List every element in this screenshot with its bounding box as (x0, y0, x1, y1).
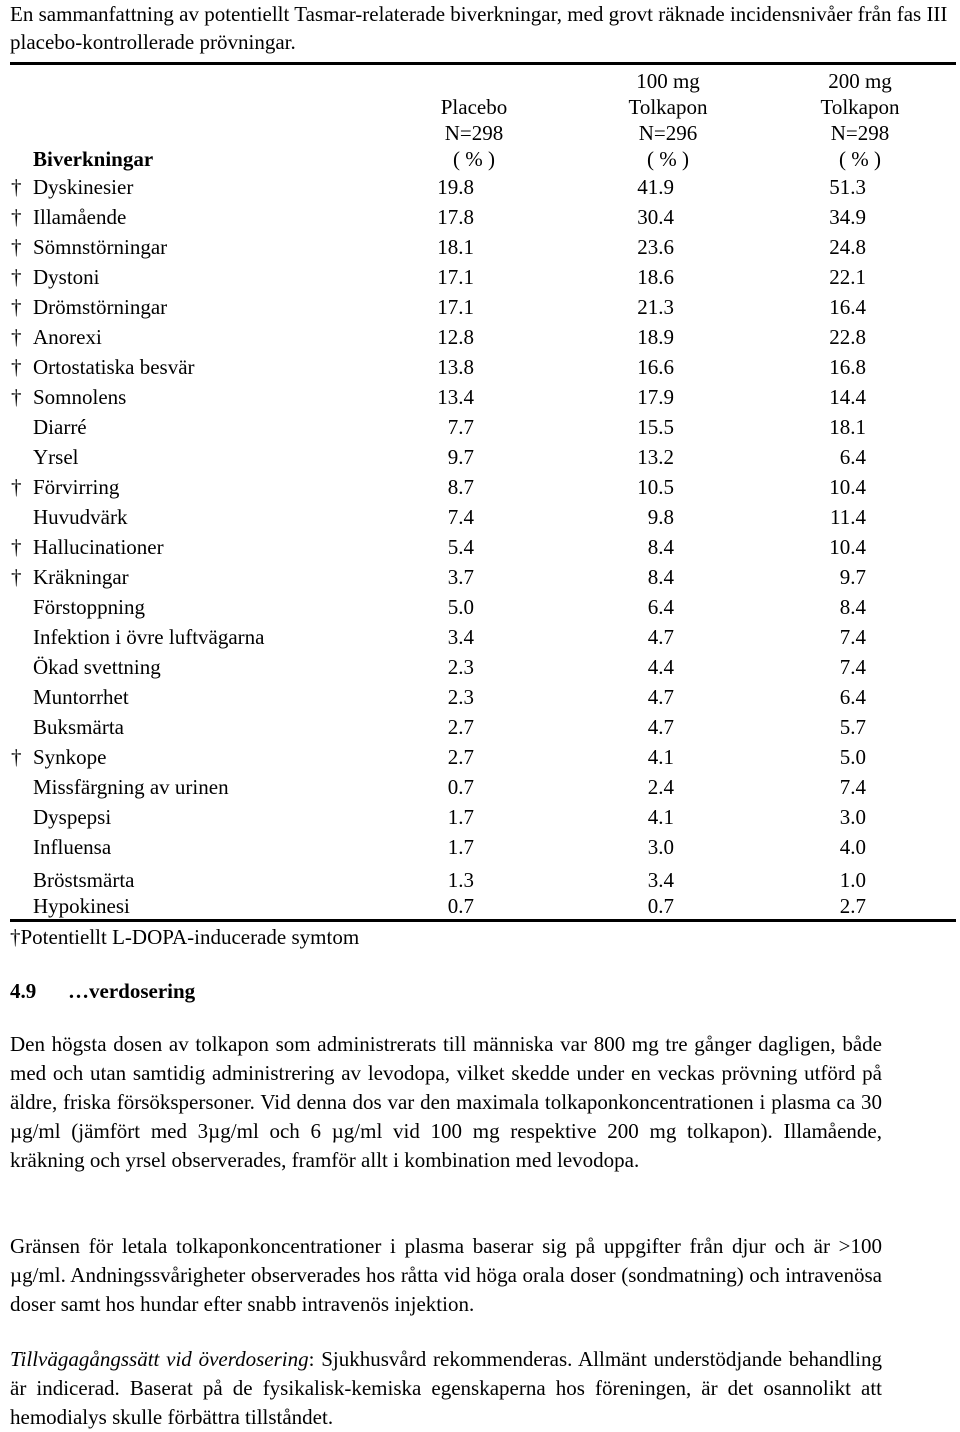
dagger-mark: † (11, 475, 22, 499)
cell-tolkapon-100: 18.6 (637, 265, 674, 289)
table-row (0, 262, 960, 292)
table-row (0, 322, 960, 352)
table-row (0, 592, 960, 622)
cell-tolkapon-100: 6.4 (647, 595, 674, 619)
table-row (0, 382, 960, 412)
cell-tolkapon-100: 30.4 (637, 205, 674, 229)
header-t100-line: Tolkapon (628, 95, 708, 119)
table-top-rule (10, 62, 956, 65)
cell-tolkapon-100: 4.7 (647, 625, 674, 649)
cell-placebo: 0.7 (447, 775, 474, 799)
cell-tolkapon-100: 3.0 (647, 835, 674, 859)
cell-placebo: 1.7 (447, 805, 474, 829)
cell-tolkapon-200: 10.4 (829, 535, 866, 559)
cell-tolkapon-200: 22.8 (829, 325, 866, 349)
header-placebo-line: ( % ) (453, 147, 495, 171)
cell-tolkapon-100: 10.5 (637, 475, 674, 499)
dagger-mark: † (11, 745, 22, 769)
cell-tolkapon-200: 7.4 (839, 775, 866, 799)
cell-placebo: 1.3 (447, 868, 474, 892)
cell-tolkapon-100: 41.9 (637, 175, 674, 199)
dagger-mark: † (11, 355, 22, 379)
header-t200-line: 200 mg (828, 69, 892, 93)
row-name: Bröstsmärta (33, 868, 135, 892)
cell-tolkapon-200: 5.7 (839, 715, 866, 739)
header-t100-line: ( % ) (647, 147, 689, 171)
cell-tolkapon-100: 8.4 (647, 565, 674, 589)
table-row (0, 891, 960, 921)
paragraph-lethal-limit (10, 1232, 882, 1319)
cell-placebo: 2.3 (447, 685, 474, 709)
table-row (0, 772, 960, 802)
row-name: Illamående (33, 205, 127, 229)
cell-tolkapon-200: 9.7 (839, 565, 866, 589)
table-row (0, 832, 960, 862)
row-name: Missfärgning av urinen (33, 775, 229, 799)
table-footnote: †Potentiellt L-DOPA-inducerade symtom (10, 925, 360, 949)
cell-tolkapon-200: 5.0 (839, 745, 866, 769)
cell-tolkapon-200: 11.4 (830, 505, 866, 529)
section-heading (10, 977, 195, 1005)
cell-tolkapon-200: 18.1 (829, 415, 866, 439)
cell-tolkapon-200: 3.0 (839, 805, 866, 829)
cell-tolkapon-200: 34.9 (829, 205, 866, 229)
cell-placebo: 9.7 (447, 445, 474, 469)
table-row (0, 172, 960, 202)
cell-tolkapon-200: 7.4 (839, 625, 866, 649)
cell-tolkapon-100: 4.7 (647, 685, 674, 709)
cell-placebo: 19.8 (437, 175, 474, 199)
cell-tolkapon-100: 23.6 (637, 235, 674, 259)
row-name: Kräkningar (33, 565, 129, 589)
row-name: Sömnstörningar (33, 235, 168, 259)
row-name: Dyspepsi (33, 805, 112, 829)
header-t200-line: ( % ) (839, 147, 881, 171)
table-row (0, 352, 960, 382)
header-t100-line: 100 mg (636, 69, 700, 93)
cell-placebo: 8.7 (447, 475, 474, 499)
dagger-mark: † (11, 535, 22, 559)
cell-placebo: 0.7 (447, 894, 474, 918)
paragraph-text: Gränsen för letala tolkaponkoncentrationer i plasma baserar sig på uppgifter från djur och är >100 µg/ml. Andningssvårigheter observerades hos råtta vid höga orala doser (sondmatning) och intravenösa doser samt hos hundar efter snabb intravenös injektion. (10, 1234, 882, 1316)
row-name: Ökad svettning (33, 655, 161, 679)
section-number: 4.9 (10, 979, 37, 1003)
row-name: Infektion i övre luftvägarna (33, 625, 265, 649)
cell-tolkapon-100: 4.4 (647, 655, 674, 679)
cell-tolkapon-100: 21.3 (637, 295, 674, 319)
row-name: Influensa (33, 835, 112, 859)
dagger-mark: † (11, 265, 22, 289)
cell-placebo: 13.4 (437, 385, 474, 409)
cell-placebo: 18.1 (437, 235, 474, 259)
cell-placebo: 2.7 (447, 715, 474, 739)
cell-tolkapon-100: 17.9 (637, 385, 674, 409)
header-tolkapon-200 (790, 68, 930, 172)
table-row (0, 742, 960, 772)
row-name: Förvirring (33, 475, 120, 499)
cell-tolkapon-200: 8.4 (839, 595, 866, 619)
row-name: Huvudvärk (33, 505, 128, 529)
dagger-mark: † (11, 205, 22, 229)
table-row (0, 412, 960, 442)
dagger-mark: † (11, 235, 22, 259)
cell-placebo: 17.8 (437, 205, 474, 229)
row-name: Förstoppning (33, 595, 146, 619)
paragraph-overdose-management (10, 1345, 882, 1432)
table-row (0, 502, 960, 532)
row-name: Diarré (33, 415, 87, 439)
table-row (0, 622, 960, 652)
cell-tolkapon-100: 8.4 (647, 535, 674, 559)
cell-tolkapon-100: 9.8 (647, 505, 674, 529)
paragraph-text: Den högsta dosen av tolkapon som administrerats till människa var 800 mg tre gånger dagligen, både med och utan samtidig administrering av levodopa, vilket skedde under en veckas prövning utförd på äldre, friska försökspersoner. Vid denna dos var den maximala tolkaponkoncentrationen i plasma ca 30 µg/ml (jämfört med 3µg/ml och 6 µg/ml vid 100 mg respektive 200 mg tolkapon). Illamående, kräkning och yrsel observerades, framför allt i kombination med levodopa. (10, 1032, 882, 1172)
cell-placebo: 7.4 (447, 505, 474, 529)
table-row (0, 802, 960, 832)
cell-tolkapon-200: 24.8 (829, 235, 866, 259)
row-name: Buksmärta (33, 715, 124, 739)
cell-tolkapon-100: 0.7 (647, 894, 674, 918)
intro-text (10, 0, 950, 56)
paragraph-text (10, 1345, 882, 1432)
table-row (0, 532, 960, 562)
table-row (0, 562, 960, 592)
cell-placebo: 2.7 (447, 745, 474, 769)
row-name: Hallucinationer (33, 535, 164, 559)
row-name: Anorexi (33, 325, 102, 349)
row-name: Dystoni (33, 265, 100, 289)
cell-tolkapon-200: 1.0 (839, 868, 866, 892)
cell-tolkapon-200: 6.4 (839, 445, 866, 469)
cell-tolkapon-200: 2.7 (839, 894, 866, 918)
section-title: …verdosering (68, 979, 196, 1003)
table-row (0, 712, 960, 742)
cell-placebo: 7.7 (447, 415, 474, 439)
cell-tolkapon-100: 4.1 (647, 745, 674, 769)
row-name: Somnolens (33, 385, 127, 409)
cell-tolkapon-200: 16.8 (829, 355, 866, 379)
header-t200-line: N=298 (830, 121, 890, 145)
table-header (0, 66, 960, 172)
table-row (0, 682, 960, 712)
cell-tolkapon-200: 16.4 (829, 295, 866, 319)
dagger-mark: † (11, 565, 22, 589)
cell-tolkapon-200: 7.4 (839, 655, 866, 679)
cell-tolkapon-100: 2.4 (647, 775, 674, 799)
header-biverkningar: Biverkningar (33, 147, 154, 171)
header-t200-line: Tolkapon (820, 95, 900, 119)
dagger-mark: † (11, 325, 22, 349)
cell-tolkapon-200: 4.0 (839, 835, 866, 859)
header-placebo-line: N=298 (444, 121, 504, 145)
cell-tolkapon-100: 4.7 (647, 715, 674, 739)
row-name: Synkope (33, 745, 107, 769)
cell-tolkapon-100: 18.9 (637, 325, 674, 349)
cell-placebo: 3.4 (447, 625, 474, 649)
cell-placebo: 17.1 (437, 295, 474, 319)
header-tolkapon-100 (598, 68, 738, 172)
dagger-mark: † (11, 385, 22, 409)
dagger-mark: † (11, 295, 22, 319)
table-row (0, 292, 960, 322)
row-name: Dyskinesier (33, 175, 134, 199)
row-name: Drömstörningar (33, 295, 168, 319)
header-placebo-line: Placebo (440, 95, 508, 119)
cell-tolkapon-200: 14.4 (829, 385, 866, 409)
cell-tolkapon-200: 10.4 (829, 475, 866, 499)
table-row (0, 442, 960, 472)
table-row (0, 472, 960, 502)
table-row (0, 202, 960, 232)
cell-tolkapon-100: 3.4 (647, 868, 674, 892)
cell-placebo: 17.1 (437, 265, 474, 289)
cell-tolkapon-200: 6.4 (839, 685, 866, 709)
cell-tolkapon-100: 15.5 (637, 415, 674, 439)
dagger-mark: † (11, 175, 22, 199)
cell-placebo: 12.8 (437, 325, 474, 349)
row-name: Hypokinesi (33, 894, 130, 918)
cell-placebo: 5.4 (447, 535, 474, 559)
cell-tolkapon-200: 22.1 (829, 265, 866, 289)
table-row (0, 652, 960, 682)
intro-paragraph: En sammanfattning av potentiellt Tasmar-relaterade biverkningar, med grovt räknade incidensnivåer från fas III placebo-kontrollerade prövningar. (10, 2, 948, 54)
cell-tolkapon-100: 13.2 (637, 445, 674, 469)
table-row (0, 232, 960, 262)
paragraph-highest-dose (10, 1030, 882, 1175)
cell-placebo: 13.8 (437, 355, 474, 379)
cell-tolkapon-100: 16.6 (637, 355, 674, 379)
cell-placebo: 2.3 (447, 655, 474, 679)
header-placebo (404, 94, 544, 172)
cell-placebo: 3.7 (447, 565, 474, 589)
cell-placebo: 5.0 (447, 595, 474, 619)
overdose-heading-italic: Tillvägagångssätt vid överdosering (10, 1347, 309, 1371)
cell-tolkapon-200: 51.3 (829, 175, 866, 199)
cell-tolkapon-100: 4.1 (647, 805, 674, 829)
cell-placebo: 1.7 (447, 835, 474, 859)
header-t100-line: N=296 (638, 121, 698, 145)
row-name: Ortostatiska besvär (33, 355, 195, 379)
overdose-text: : Sjukhusvård rekommenderas. Allmänt understödjande behandling är indicerad. Baserat på de fysikalisk-kemiska egenskaperna hos föreningen, är det osannolikt att hemodialys skulle förbättra tillståndet. (10, 1347, 882, 1429)
row-name: Muntorrhet (33, 685, 129, 709)
row-name: Yrsel (33, 445, 79, 469)
